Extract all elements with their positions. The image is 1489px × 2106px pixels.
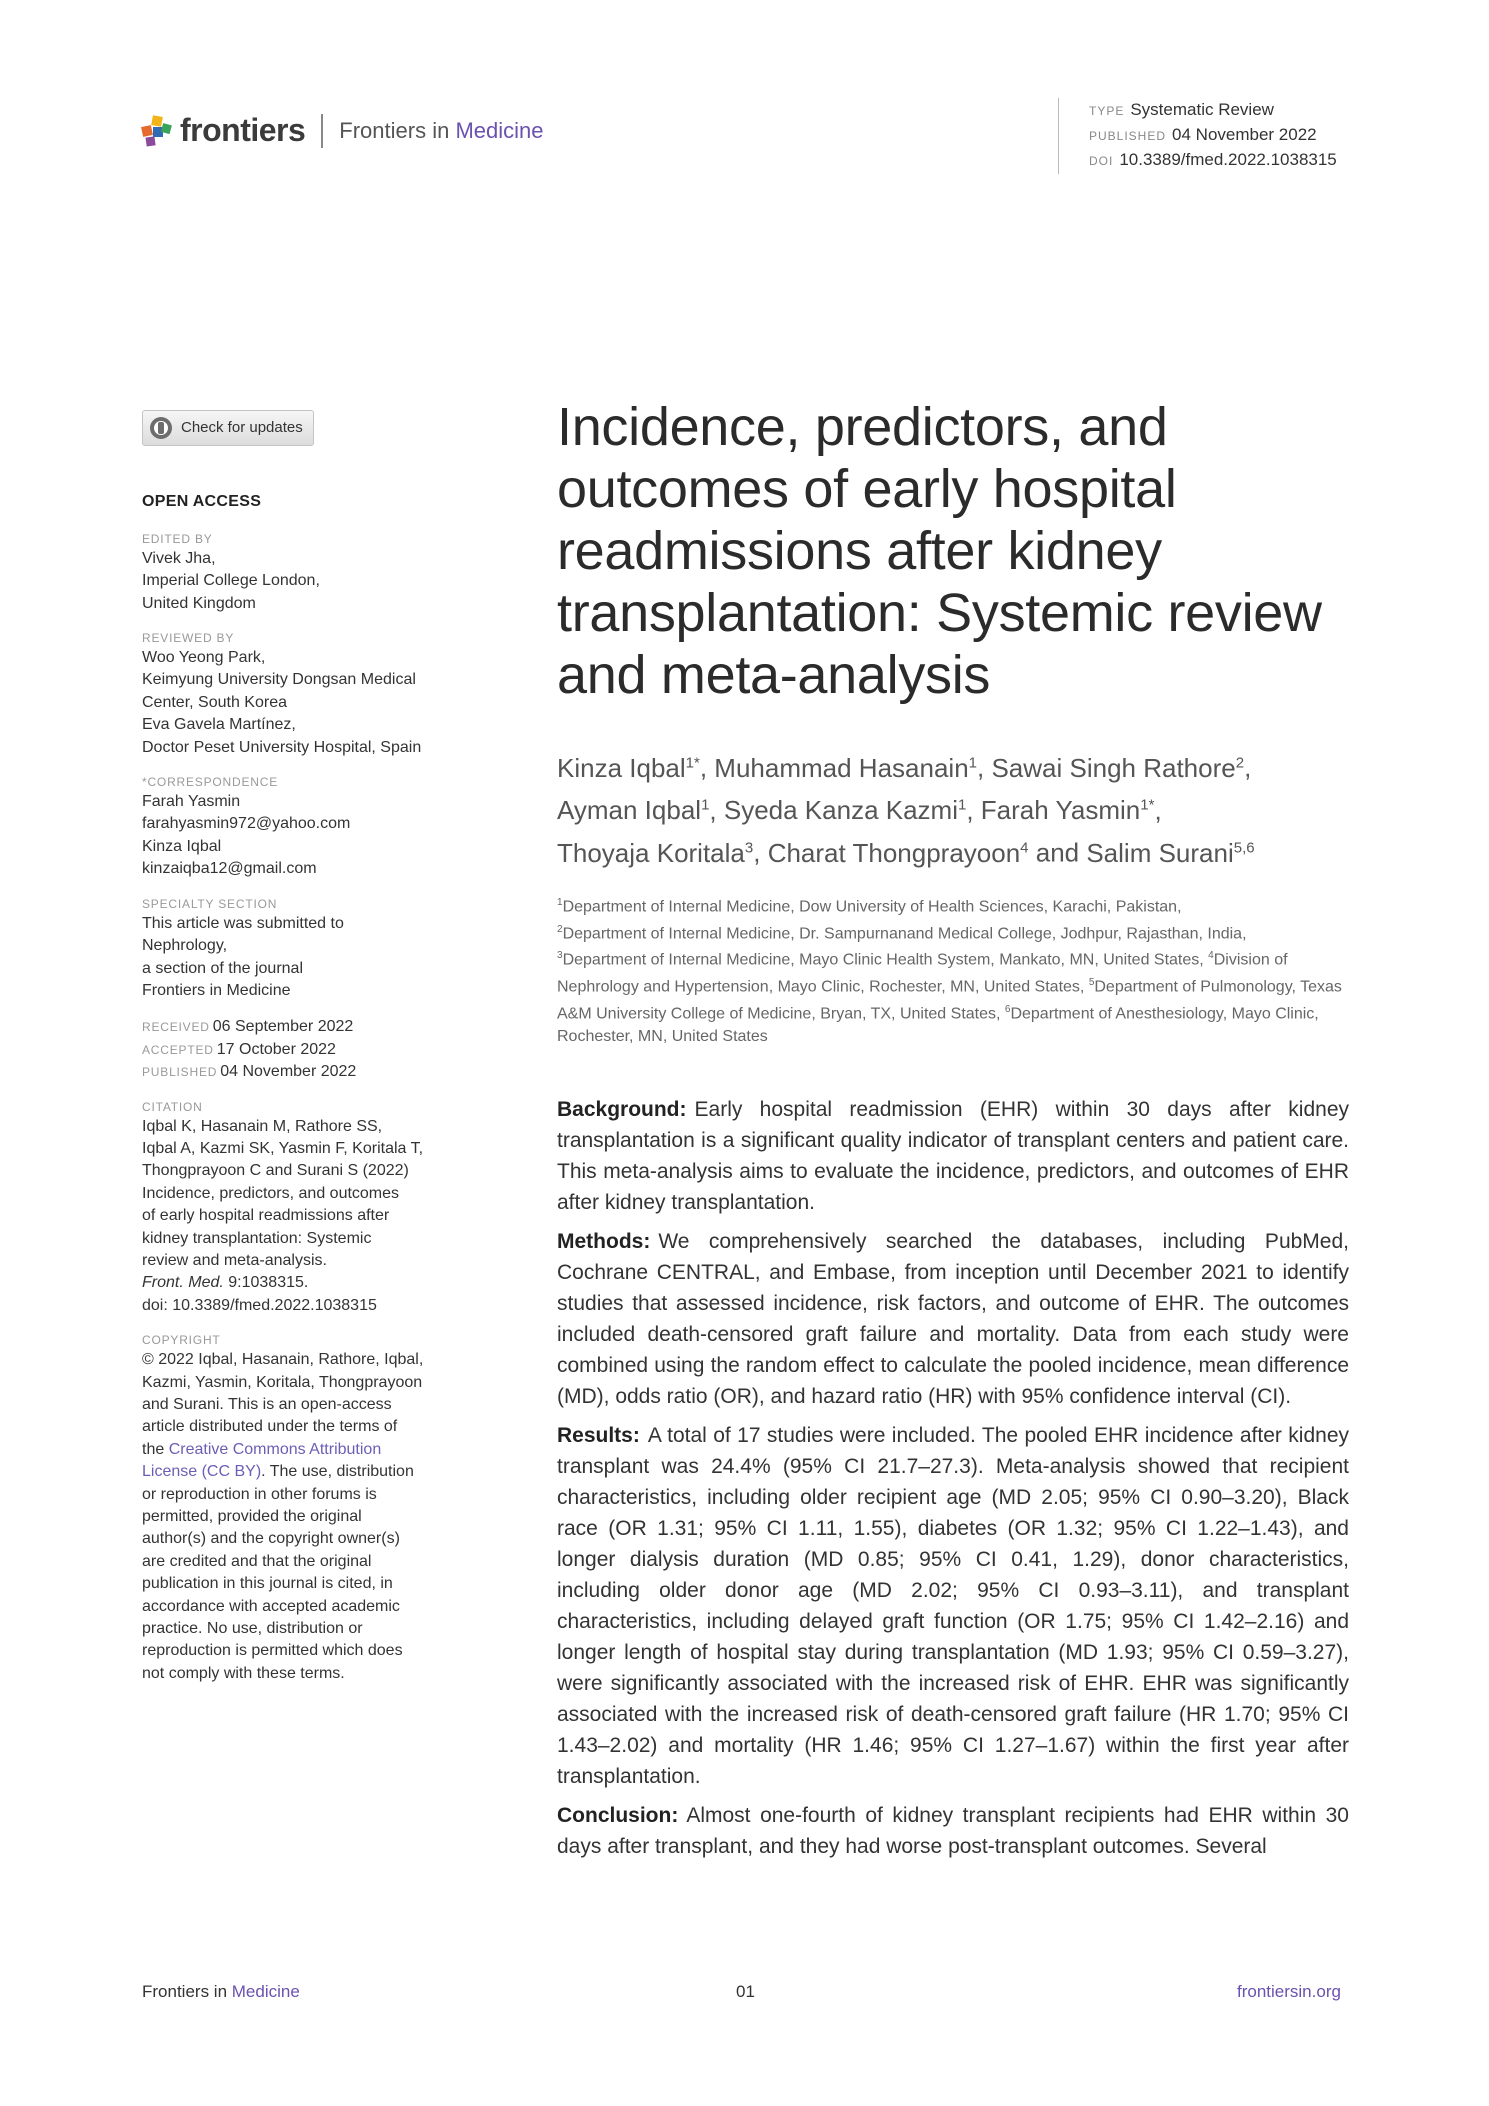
author-sup: 1	[968, 754, 977, 771]
author-sep: and	[1028, 837, 1087, 868]
edited-by-label: EDITED BY	[142, 531, 213, 546]
reviewed-by-label: REVIEWED BY	[142, 631, 235, 646]
author[interactable]	[991, 753, 1244, 783]
footer-journal-name: Medicine	[231, 1982, 300, 2001]
author[interactable]	[981, 795, 1155, 825]
published-date	[142, 1061, 462, 1083]
abstract	[557, 1094, 1349, 1862]
correspondence-text[interactable]: Farah Yasmin farahyasmin972@yahoo.com Kinza Iqbal kinzaiqba12@gmail.com	[142, 793, 351, 878]
author-sup: 4	[1020, 839, 1029, 857]
abstract-methods	[557, 1226, 1349, 1412]
background-heading: Background:	[557, 1098, 687, 1122]
open-access-label: OPEN ACCESS	[142, 493, 262, 511]
author-sup: 5,6	[1233, 839, 1255, 857]
frontiers-logo[interactable]	[140, 112, 544, 149]
meta-doi-key: DOI	[1089, 154, 1114, 168]
abstract-background	[557, 1094, 1349, 1218]
author-sup: 1*	[1140, 796, 1155, 814]
affiliation-sup: 1	[557, 896, 563, 908]
meta-doi-value[interactable]: 10.3389/fmed.2022.1038315	[1119, 150, 1337, 169]
results-heading: Results:	[557, 1424, 640, 1448]
check-updates-label: Check for updates	[181, 418, 303, 436]
author-name: Sawai Singh Rathore	[991, 752, 1236, 783]
page-number: 01	[736, 1982, 755, 2001]
meta-doi[interactable]	[1089, 148, 1337, 173]
affiliation-sup: 6	[1004, 1003, 1011, 1015]
received-value: 06 September 2022	[212, 1018, 354, 1036]
abstract-results	[557, 1420, 1349, 1792]
author-name: Farah Yasmin	[980, 795, 1141, 826]
author-name: Ayman Iqbal	[557, 795, 702, 826]
author-sup: 1	[958, 796, 967, 814]
methods-heading: Methods:	[557, 1230, 651, 1254]
author-sep: ,	[709, 795, 724, 826]
meta-type-key: TYPE	[1089, 104, 1125, 118]
methods-text: We comprehensively searched the databases, including PubMed, Cochrane CENTRAL, and Embase, from inception until December 2021 to identify studies that assessed incidence, risk factors, and outcome of EHR. The outcomes included death-censored graft failure and mortality. Data from each study were combined using the random effect to calculate the pooled incidence, mean difference (MD), odds ratio (OR), and hazard ratio (HR) with 95% confidence interval (CI).	[557, 1230, 1349, 1409]
author[interactable]	[714, 753, 977, 783]
author-sep: ,	[1244, 752, 1252, 783]
affiliation-text: Department of Internal Medicine, Dr. Sampurnanand Medical College, Jodhpur, Rajasthan, India,	[562, 925, 1247, 943]
published-value: 04 November 2022	[220, 1063, 357, 1081]
author-sep: ,	[699, 752, 715, 783]
journal-prefix: Frontiers in	[339, 117, 456, 143]
affiliation-text: Department of Pulmonology, Texas A&M University College of Medicine, Bryan, TX, United States,	[557, 978, 1342, 1023]
reviewed-by-text: Woo Yeong Park, Keimyung University Dongsan Medical Center, South Korea Eva Gavela Martínez, Doctor Peset University Hospital, Spain	[142, 649, 422, 756]
author-name: Kinza Iqbal	[557, 752, 686, 783]
conclusion-heading: Conclusion:	[557, 1804, 679, 1828]
article-dates	[142, 1016, 462, 1083]
citation-volume: 9:1038315.	[223, 1274, 309, 1292]
author-name: Syeda Kanza Kazmi	[723, 795, 958, 826]
citation-doi[interactable]: doi: 10.3389/fmed.2022.1038315	[142, 1296, 377, 1314]
logo-divider	[321, 114, 323, 148]
author-name: Muhammad Hasanain	[714, 752, 969, 783]
author-name: Salim Surani	[1086, 837, 1234, 868]
author-sup: 3	[744, 839, 754, 857]
affiliation-sup: 3	[557, 950, 563, 962]
affiliations	[557, 892, 1349, 1048]
author-sep: ,	[977, 752, 992, 783]
accepted-value: 17 October 2022	[216, 1040, 336, 1058]
accepted-date	[142, 1039, 462, 1061]
author-name: Charat Thongprayoon	[767, 837, 1021, 868]
conclusion-text: Almost one-fourth of kidney transplant recipients had EHR within 30 days after transplant, and they had worse post-transplant outcomes. Several	[557, 1804, 1349, 1859]
author-sep: ,	[966, 795, 981, 826]
article-title: Incidence, predictors, and outcomes of early hospital readmissions after kidney transplantation: Systemic review and meta-analysis	[557, 397, 1322, 705]
author[interactable]	[557, 838, 753, 868]
affiliation-text: Department of Internal Medicine, Dow University of Health Sciences, Karachi, Pakistan,	[562, 898, 1182, 916]
meta-type-value: Systematic Review	[1130, 100, 1274, 119]
citation-text	[142, 1116, 462, 1318]
edited-by-text: Vivek Jha, Imperial College London, United Kingdom	[142, 549, 320, 612]
author[interactable]	[557, 753, 700, 783]
author[interactable]	[1086, 838, 1254, 868]
meta-published-value: 04 November 2022	[1172, 125, 1317, 144]
citation-label: CITATION	[142, 1099, 203, 1114]
journal-name-accent: Medicine	[455, 117, 544, 143]
background-text: Early hospital readmission (EHR) within 30 days after kidney transplantation is a significant quality indicator of transplant centers and patient care. This meta-analysis aims to evaluate the incidence, predictors, and outcomes of EHR after kidney transplantation.	[557, 1098, 1349, 1215]
accepted-key: ACCEPTED	[142, 1042, 214, 1057]
footer-site-link[interactable]: frontiersin.org	[1237, 1982, 1341, 2001]
sidebar	[142, 410, 462, 1685]
specialty-section-label: SPECIALTY SECTION	[142, 896, 278, 911]
author-sup: 2	[1235, 754, 1245, 771]
meta-type	[1089, 98, 1337, 123]
copyright-label: COPYRIGHT	[142, 1333, 221, 1348]
meta-published-key: PUBLISHED	[1089, 129, 1167, 143]
affiliation-text: Division of Nephrology and Hypertension, Mayo Clinic, Rochester, MN, United States,	[557, 951, 1288, 996]
author-sep: ,	[1154, 795, 1162, 826]
author[interactable]	[557, 795, 709, 825]
cc-by-license-link[interactable]: Creative Commons Attribution License (CC BY)	[142, 1440, 382, 1481]
author-sup: 1	[701, 796, 710, 814]
article-meta	[1058, 98, 1337, 174]
copyright-body-1: © 2022 Iqbal, Hasanain, Rathore, Iqbal, Kazmi, Yasmin, Koritala, Thongprayoon and Surani. This is an open-access article distributed under the terms of the	[142, 1351, 424, 1458]
copyright-body-2: . The use, distribution or reproduction in other forums is permitted, provided the original author(s) and the copyright owner(s) are credited and that the original publication in this journal is cited, in accordance with accepted academic practice. No use, distribution or reproduction is permitted which does not comply with these terms.	[142, 1463, 414, 1682]
author[interactable]	[724, 795, 966, 825]
affiliation-text: Department of Anesthesiology, Mayo Clinic, Rochester, MN, United States	[557, 1005, 1319, 1045]
results-text: A total of 17 studies were included. The pooled EHR incidence after kidney transplant was 24.4% (95% CI 21.7–27.3). Meta-analysis showed that recipient characteristics, including older recipient age (MD 2.05; 95% CI 0.90–3.20), Black race (OR 1.31; 95% CI 1.11, 1.55), diabetes (OR 1.32; 95% CI 1.22–1.43), and longer dialysis duration (MD 0.85; 95% CI 0.41, 1.29), donor characteristics, including older donor age (MD 2.02; 95% CI 0.93–3.11), and transplant characteristics, including delayed graft function (OR 1.75; 95% CI 1.42–2.16) and longer length of hospital stay during transplantation (MD 1.93; 95% CI 0.59–3.27), were significantly associated with the increased risk of EHR. EHR was significantly associated with the increased risk of death-censored graft failure (HR 1.70; 95% CI 1.43–2.02) and mortality (HR 1.46; 95% CI 1.27–1.67) within the first year after transplantation.	[557, 1424, 1349, 1789]
check-updates-icon	[149, 416, 173, 440]
logo-wordmark: frontiers	[180, 112, 306, 148]
affiliation-text: Department of Internal Medicine, Mayo Clinic Health System, Mankato, MN, United States,	[562, 951, 1209, 969]
received-date	[142, 1016, 462, 1038]
citation-journal: Front. Med.	[142, 1274, 224, 1292]
meta-published	[1089, 123, 1337, 148]
frontiers-logo-icon	[140, 114, 174, 148]
author-sup: 1*	[685, 754, 700, 771]
journal-name	[339, 118, 543, 144]
check-for-updates-button[interactable]	[142, 410, 314, 446]
author-name: Thoyaja Koritala	[557, 837, 745, 868]
footer-journal-prefix: Frontiers in	[142, 1982, 232, 2001]
author-sep: ,	[753, 837, 768, 868]
affiliation-sup: 5	[1088, 977, 1095, 989]
footer-journal	[142, 1982, 300, 2002]
author-list	[557, 744, 1349, 872]
published-key: PUBLISHED	[142, 1065, 218, 1080]
affiliation-sup: 2	[557, 923, 563, 935]
correspondence-label: *CORRESPONDENCE	[142, 775, 279, 790]
copyright-text	[142, 1349, 462, 1685]
affiliation-sup: 4	[1208, 950, 1214, 962]
abstract-conclusion	[557, 1800, 1349, 1862]
received-key: RECEIVED	[142, 1020, 210, 1035]
author[interactable]	[768, 838, 1029, 868]
article-main	[557, 396, 1349, 1870]
citation-body: Iqbal K, Hasanain M, Rathore SS, Iqbal A, Kazmi SK, Yasmin F, Koritala T, Thongprayoon C and Surani S (2022) Incidence, predictors, and outcomes of early hospital readmissions after kidney transplantation: Systemic review and meta-analysis.	[142, 1117, 424, 1269]
specialty-section-text: This article was submitted to Nephrology, a section of the journal Frontiers in Medicine	[142, 914, 344, 999]
